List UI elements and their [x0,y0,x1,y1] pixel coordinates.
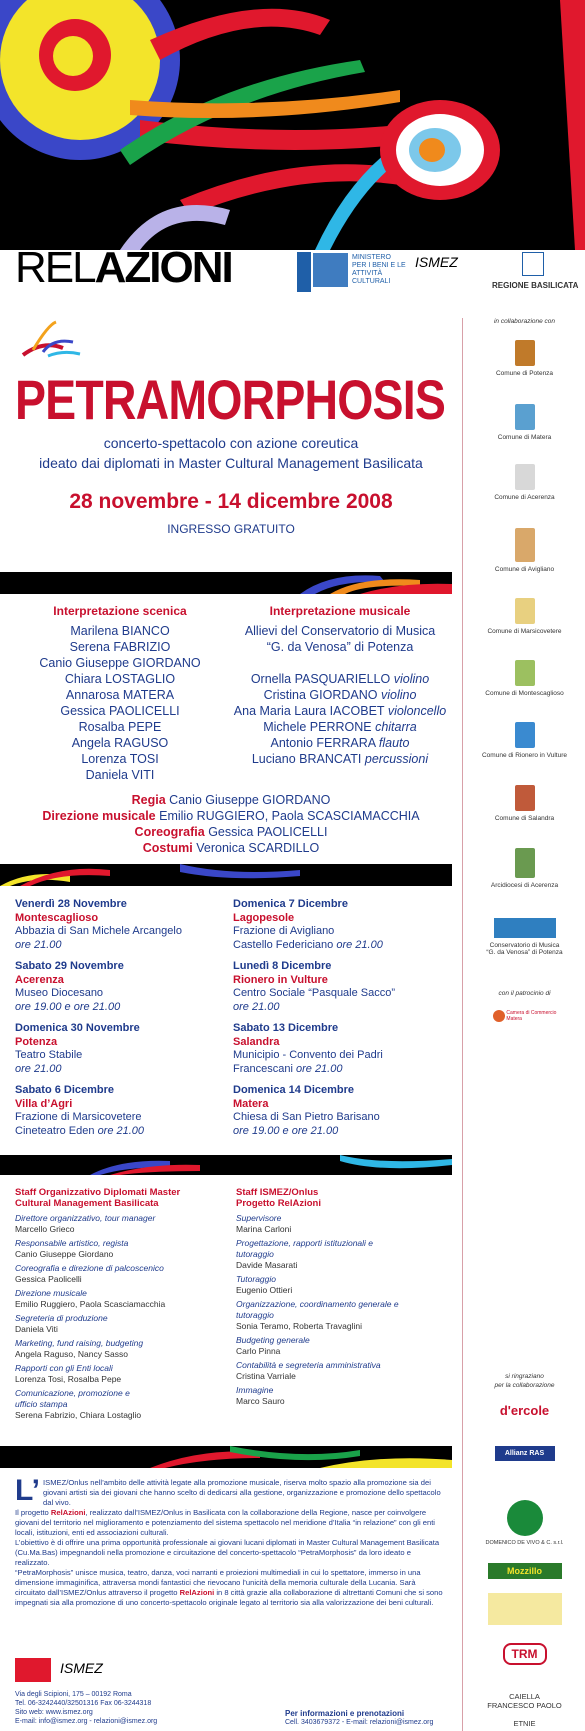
event-time: ore 21.00 [336,938,383,951]
conservatorio-line: “G. da Venosa” di Potenza [266,640,414,654]
credits [0,792,462,856]
event-right-2 [233,1022,448,1076]
about-text-run: in 8 città grazie alla collaborazione di altrettanti Comuni che si sono impegnati sia alla promozione di uno concerto-spettacolo originale legato al territorio sia alla valorizzazione dei beni culturali. [15,1588,443,1607]
event-place: Chiesa di San Pietro Barisano [233,1111,380,1123]
player-name: Cristina GIORDANO [263,688,378,702]
sponsor-label: DOMENICO DE VIVO & C. s.r.l. [485,1540,564,1546]
about-text-run: , realizzato dall’ISMEZ/Onlus in Basilicata con la collaborazione della Regione, nasce per coinvolgere giovani del territorio nel miglioramento e potenziamento del sistema spettacolo nel meridione d’Italia “in relazione” con gli enti locali, istituzioni, enti ed associazioni culturali. [15,1508,435,1537]
credit-line [0,840,462,856]
staff-name: Davide Masarati [236,1260,298,1270]
staff-role: Budgeting generale [236,1335,310,1345]
sponsor-label: FRANCESCO PAOLO [487,1701,562,1710]
event-dates: 28 novembre - 14 dicembre 2008 [69,490,393,513]
credit-label: Regia [131,793,166,807]
staff-role: Segreteria di produzione [15,1313,108,1323]
decorative-band-4 [0,1446,452,1468]
player-name: Antonio FERRARA [270,736,376,750]
staff-name: Marco Sauro [236,1396,285,1406]
hero-artwork [0,0,585,250]
cast-name: Rosalba PEPE [78,720,162,734]
region-emblem [522,252,544,276]
partner-label: Comune di Montescaglioso [485,690,564,697]
logo-bold: AZIONI [94,243,232,292]
artwork-logo [488,1593,562,1625]
about-paragraph: L’obiettivo è di offrire una prima opportunità professionale ai giovani lucani diplomati in Master Cultural Management Basilicata (Cu.Ma.Bas) impegnandoli nella promozione e circuitazione del concerto-spettacolo “PetraMorphosis” da loro ideato e realizzato. [15,1538,440,1567]
credit-value: Emilio RUGGIERO, Paola SCASCIAMACCHIA [159,809,420,823]
collab-label: in collaborazione con [493,318,556,325]
about-text-run: “PetraMorphosis” unisce musica, teatro, danza, voci narranti e proiezioni multimediali in cui lo spettatore, immerso in una dimensione immaginifica, attraversa mondi fantastici che rievocano l’unicità della memoria culturale della Lucania. Sarà circuitato dall’ISMEZ/Onlus attraverso il progetto [15,1568,421,1597]
event-city: Salandra [233,1035,280,1048]
coat-of-arms-icon [515,848,535,878]
partner-comune [463,528,585,573]
staff-name: Cristina Varriale [236,1371,296,1381]
abstract-shapes-graphic [0,0,585,250]
staff-name: Eugenio Ottieri [236,1285,293,1295]
partner-comune [463,404,585,441]
info-heading: Per informazioni e prenotazioni [285,1709,405,1718]
event-date: Sabato 29 Novembre [15,960,124,972]
about-highlight: RelAzioni [50,1508,86,1517]
coat-of-arms-icon [515,404,535,430]
player-instrument: chitarra [375,720,417,734]
scenica-heading: Interpretazione scenica [53,604,187,618]
event-place: Museo Diocesano [15,987,104,999]
cast-name: Marilena BIANCO [70,624,170,638]
event-right-1 [233,960,448,1014]
player-instrument: violino [393,672,430,686]
partners-column [462,318,585,1731]
staff-name: Daniela Viti [15,1324,58,1334]
relazioni-logo [15,243,232,292]
scenica-list [15,623,225,783]
petramorphosis-logo-icon [18,320,88,365]
credit-label: Costumi [142,841,193,855]
staff-name: Serena Fabrizio, Chiara Lostaglio [15,1410,142,1420]
staff-role: Progettazione, rapporti istituzionali e tutoraggio [236,1238,374,1259]
info-contact: Cell. 3403679372 - E-mail: relazioni@ismez.org [285,1719,434,1726]
event-date: Sabato 13 Dicembre [233,1022,339,1034]
partner-label: Comune di Avigliano [494,566,555,573]
partner-comune [463,340,585,377]
cast-name: Serena FABRIZIO [69,640,171,654]
footer-info [285,1709,460,1727]
partner-comune [463,722,585,759]
credit-label: Direzione musicale [42,809,156,823]
event-date: Venerdì 28 Novembre [15,898,127,910]
event-place: Cineteatro Eden [15,1124,95,1137]
event-city: Villa d’Agri [15,1097,73,1110]
partner-label: Comune di Potenza [495,370,554,377]
staff-role: Immagine [236,1385,274,1395]
staff-role: Direzione musicale [15,1288,87,1298]
musicale-list [230,623,450,767]
about-text [15,1474,445,1608]
musicale-heading: Interpretazione musicale [269,604,411,618]
staff-role: Rapporti con gli Enti locali [15,1363,113,1373]
conservatorio-logo [494,918,556,938]
event-right-3 [233,1084,448,1138]
decorative-band-3 [0,1155,452,1175]
player-instrument: flauto [378,736,410,750]
partner-label: Arcidiocesi di Acerenza [490,882,559,889]
about-highlight: RelAzioni [179,1588,215,1597]
devivo-logo [507,1500,543,1536]
coat-of-arms-icon [515,464,535,490]
event-date: Lunedì 8 Dicembre [233,960,332,972]
event-left-1 [15,960,230,1014]
subtitle-2: ideato dai diplomati in Master Cultural Management Basilicata [39,455,423,471]
mozzillo-logo: Mozzillo [488,1563,562,1579]
staff-name: Marina Carloni [236,1224,292,1234]
player [230,719,450,735]
event-left-2 [15,1022,230,1076]
patron-label: Camera di Commercio Matera [506,1010,557,1022]
staff-name: Sonia Teramo, Roberta Travaglini [236,1321,362,1331]
ismez-small-logo: ISMEZ [60,1660,103,1676]
partner-arcidiocesi [463,848,585,889]
sponsor-trm [463,1643,585,1665]
event-city: Acerenza [15,973,64,986]
partner-label: Conservatorio di Musica “G. da Venosa” di Potenza [486,942,563,956]
allianz-logo: Allianz RAS [495,1446,555,1461]
partner-comune [463,464,585,501]
staff-role: Direttore organizzativo, tour manager [15,1213,156,1223]
event-place: Abbazia di San Michele Arcangelo [15,925,182,937]
event-date: Domenica 7 Dicembre [233,898,348,910]
staff-heading: Staff Organizzativo Diplomati Master [15,1187,181,1198]
event-left-3 [15,1084,230,1138]
page-title: PETRAMORPHOSIS [15,368,445,431]
event-time: ore 21.00 [233,1000,280,1013]
mibac-emblem [297,252,311,292]
about-text-run: Il progetto [15,1508,51,1517]
partner-label: Comune di Salandra [494,815,555,822]
staff-name: Marcello Grieco [15,1224,75,1234]
event-time: ore 21.00 [15,938,62,951]
staff-heading: Cultural Management Basilicata [15,1198,159,1209]
event-city: Lagopesole [233,911,295,924]
coat-of-arms-icon [515,340,535,366]
region-label: REGIONE BASILICATA [492,281,579,290]
credit-value: Veronica SCARDILLO [196,841,320,855]
decorative-band-2 [0,864,452,886]
partner-label: Comune di Matera [497,434,552,441]
about-paragraph [15,1568,445,1608]
about-paragraph: ISMEZ/Onlus nell’ambito delle attività legate alla promozione musicale, riserva molto spazio alla promozione sia dei giovani artisti sia dei giovani che hanno scelto di dedicarsi alla gestione, organizzazione e promozione dello spettacolo dal vivo. [43,1478,441,1507]
staff-role: Organizzazione, coordinamento generale e tutoraggio [236,1299,399,1320]
event-city: Potenza [15,1035,58,1048]
website-line: Sito web: www.ismez.org [15,1709,93,1716]
camera-commercio-icon [493,1010,505,1022]
cast-name: Daniela VITI [85,768,155,782]
event-place: Municipio - Convento dei Padri [233,1049,383,1061]
band-strokes [0,864,452,886]
staff-name: Gessica Paolicelli [15,1274,82,1284]
sponsor-mozzillo [463,1563,585,1579]
staff-role: Comunicazione, promozione e ufficio stampa [15,1388,130,1409]
staff-name: Angela Raguso, Nancy Sasso [15,1349,128,1359]
sponsor-allianz [463,1446,585,1461]
relazioni-small-logo [15,1658,51,1682]
staff-role: Contabilità e segreteria amministrativa [236,1360,381,1370]
cast-name: Angela RAGUSO [71,736,169,750]
player [230,671,450,687]
event-time: ore 21.00 [295,1062,343,1075]
staff-heading: Staff ISMEZ/Onlus [236,1187,319,1198]
cast-name: Chiara LOSTAGLIO [64,672,176,686]
cast-name: Lorenza TOSI [81,752,159,766]
subtitle-1: concerto-spettacolo con azione coreutica [103,435,359,451]
cast-name: Gessica PAOLICELLI [60,704,180,718]
credit-label: Coreografia [134,825,205,839]
partner-label: Comune di Acerenza [494,494,555,501]
ministry-icon [313,253,348,287]
about-paragraph [15,1508,445,1538]
conservatorio-line: Allievi del Conservatorio di Musica [244,624,436,638]
partner-conservatorio [463,918,585,956]
staff-name: Emilio Ruggiero, Paola Scasciamacchia [15,1299,166,1309]
patrocinio-label: con il patrocinio di [498,990,551,997]
partner-comune [463,660,585,697]
patron-camera [463,1010,585,1022]
ministry-label: MINISTERO PER I BENI E LE ATTIVITÀ CULTURALI [352,254,406,286]
partner-comune [463,785,585,822]
ismez-logo: ISMEZ [415,254,458,270]
staff-organizzativo [15,1187,225,1424]
event-place: Centro Sociale “Pasquale Sacco” [233,987,396,999]
staff-name: Lorenza Tosi, Rosalba Pepe [15,1374,122,1384]
event-place: Frazione di Marsicovetere [15,1111,142,1123]
event-time: ore 21.00 [15,1062,62,1075]
event-place: Teatro Stabile [15,1049,83,1061]
staff-role: Coreografia e direzione di palcoscenico [15,1263,164,1273]
player [230,751,450,767]
staff-role: Marketing, fund raising, budgeting [15,1338,144,1348]
staff-role: Supervisore [236,1213,282,1223]
credit-value: Canio Giuseppe GIORDANO [169,793,331,807]
sponsor-artwork [463,1593,585,1625]
staff-role: Responsabile artistico, regista [15,1238,129,1248]
credit-line [0,824,462,840]
event-date: Sabato 6 Dicembre [15,1084,115,1096]
cast-name: Annarosa MATERA [65,688,175,702]
staff-heading: Progetto RelAzioni [236,1198,321,1209]
sponsor-devivo [463,1500,585,1546]
event-city: Matera [233,1097,269,1110]
credit-value: Gessica PAOLICELLI [208,825,328,839]
event-right-0 [233,898,448,952]
coat-of-arms-icon [515,660,535,686]
decorative-band-1 [0,572,452,594]
coat-of-arms-icon [515,785,535,811]
player-name: Michele PERRONE [263,720,372,734]
event-left-0 [15,898,230,952]
player [230,687,450,703]
credit-line [0,808,462,824]
coat-of-arms-icon [515,528,535,562]
coat-of-arms-icon [515,722,535,748]
band-strokes [0,572,452,594]
thanks-label: si ringraziano [505,1373,544,1380]
email-line: E-mail: info@ismez.org - relazioni@ismez.org [15,1718,158,1725]
band-strokes [0,1155,452,1175]
player-name: Luciano BRANCATI [251,752,362,766]
cast-name: Canio Giuseppe GIORDANO [39,656,201,670]
event-time: ore 19.00 e ore 21.00 [15,1000,121,1013]
player-name: Ana Maria Laura IACOBET [233,704,385,718]
coat-of-arms-icon [515,598,535,624]
player-instrument: violino [380,688,417,702]
logo-light: REL [15,243,95,292]
player [230,735,450,751]
player [230,703,450,719]
player-instrument: violoncello [387,704,447,718]
event-place: Francescani [233,1062,293,1075]
band-strokes [0,1446,452,1468]
sponsor-label: CAIELLA [509,1692,540,1701]
event-time: ore 19.00 e ore 21.00 [233,1124,339,1137]
credit-line [0,792,462,808]
partner-label: Comune di Rionero in Vulture [481,752,568,759]
event-city: Montescaglioso [15,911,99,924]
event-place: Frazione di Avigliano [233,925,335,937]
free-entry: INGRESSO GRATUITO [167,522,295,536]
player-name: Ornella PASQUARIELLO [250,672,391,686]
partner-label: Comune di Marsicovetere [487,628,562,635]
sponsor-dercole: d'ercole [499,1403,550,1418]
event-time: ore 21.00 [97,1124,145,1137]
player-instrument: percussioni [364,752,429,766]
staff-name: Canio Giuseppe Giordano [15,1249,114,1259]
trm-logo: TRM [503,1643,547,1665]
event-city: Rionero in Vulture [233,973,328,986]
thanks-label: per la collaborazione [494,1382,555,1389]
staff-ismez [236,1187,446,1410]
staff-name: Carlo Pinna [236,1346,281,1356]
partner-comune [463,598,585,635]
staff-role: Tutoraggio [236,1274,277,1284]
footer-address [15,1690,245,1726]
sponsor-label: ETNIE [513,1719,536,1728]
address-line: Via degli Scipioni, 175 – 00192 Roma [15,1691,132,1698]
drop-cap: L’ [15,1474,41,1507]
event-date: Domenica 14 Dicembre [233,1084,355,1096]
phone-line: Tel. 06-3242440/32501316 Fax 06-3244318 [15,1700,152,1707]
event-place: Castello Federiciano [233,938,334,951]
event-date: Domenica 30 Novembre [15,1022,140,1034]
